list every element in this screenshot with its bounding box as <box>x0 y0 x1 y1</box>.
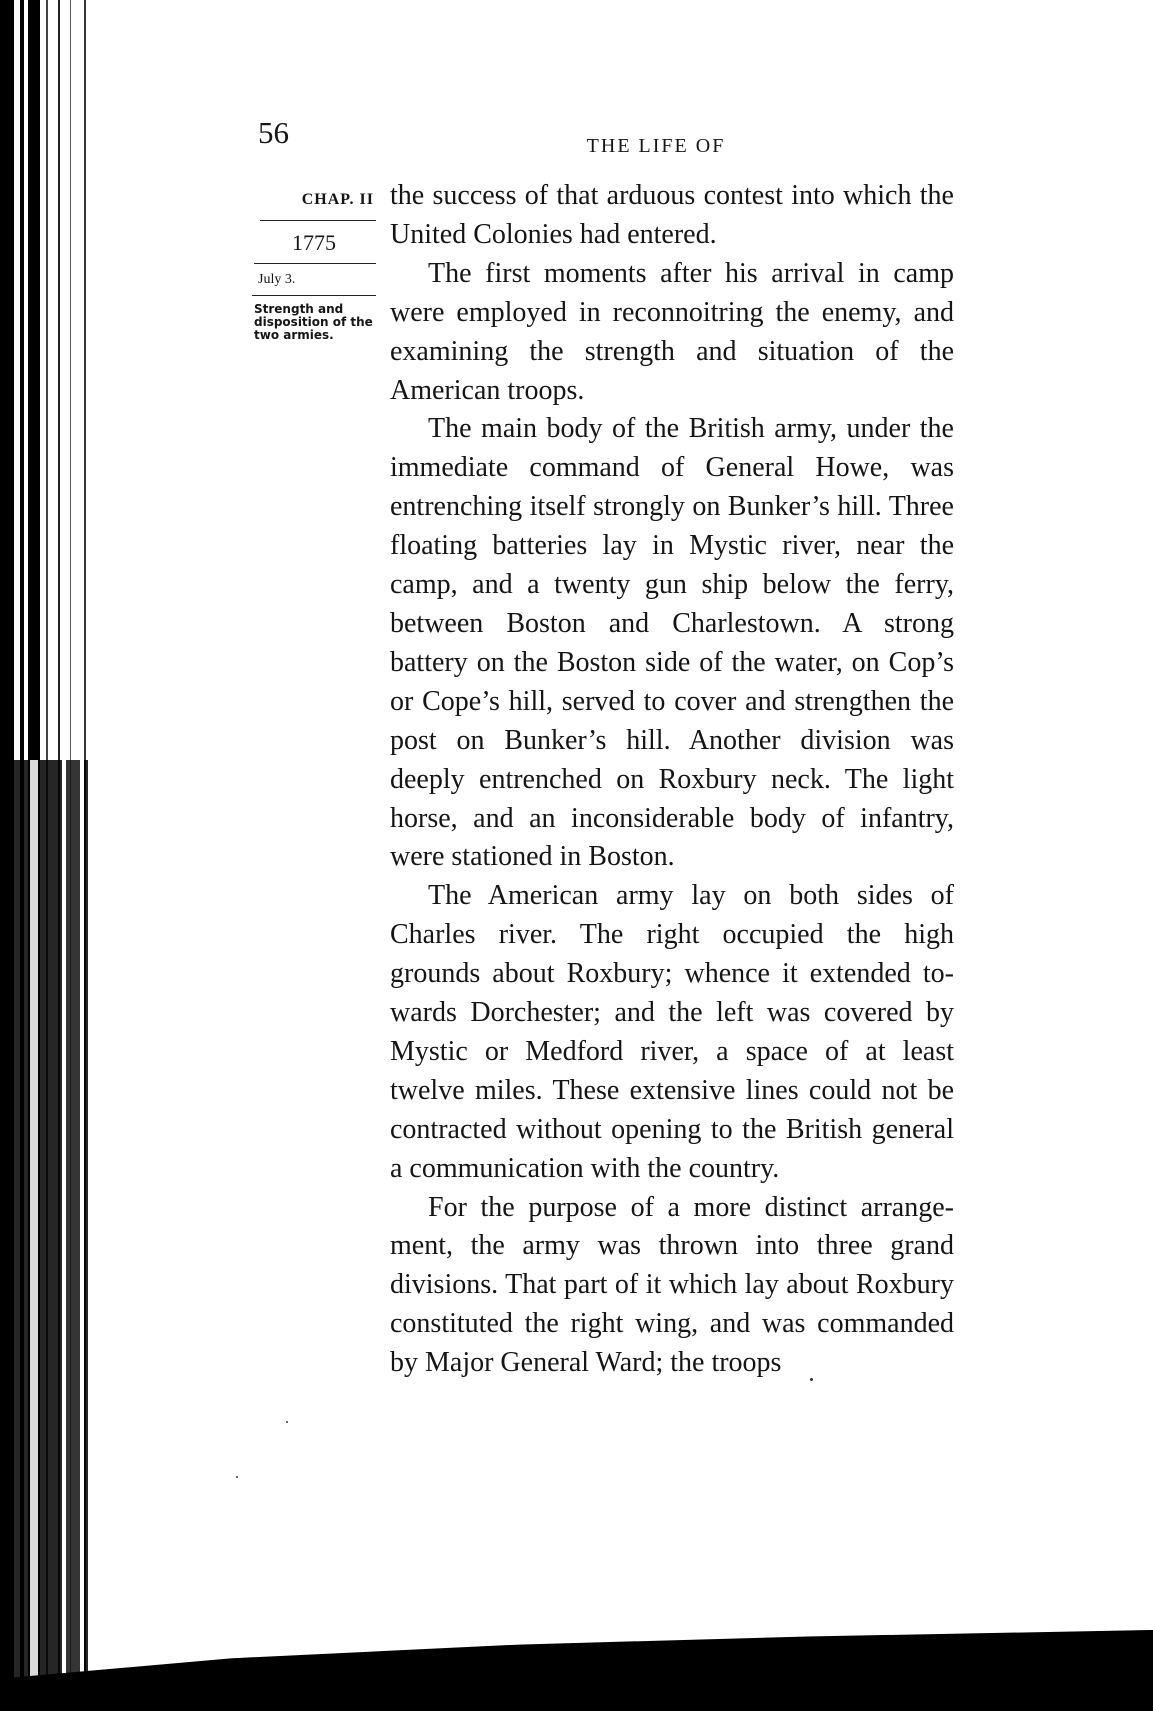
paragraph: For the purpose of a more distinct arrangement, the army was thrown into three grand divisions. That part of it which lay about Roxbury constituted the right wing, and was commanded by Major General Ward; the troops <box>390 1191 954 1379</box>
margin-rule <box>254 263 376 264</box>
margin-year: 1775 <box>292 230 336 255</box>
book-binding-shadow <box>0 760 100 1711</box>
margin-side-note: Strength and disposition of the two armies. <box>254 302 373 342</box>
page-bottom-shadow <box>0 1630 1153 1711</box>
body-text <box>390 177 954 1383</box>
paragraph: the success of that arduous contest into which the United Colonies had entered. <box>390 180 954 250</box>
paragraph: The main body of the British army, under the immediate command of General Howe, was entrenching itself strongly on Bunker’s hill. Three floating batteries lay in Mystic river, near the camp, and a twenty gun ship below the ferry, between Boston and Charlestown. A strong battery on the Boston side of the water, on Cop’s or Cope’s hill, served to cover and strengthen the post on Bunker’s hill. Another division was deeply entrenched on Roxbury neck. The light horse, and an inconsiderable body of infantry, were stationed in Boston. <box>390 413 954 873</box>
paragraph: The American army lay on both sides of Charles river. The right occupied the high grounds about Roxbury; whence it extended towards Dorchester; and the left was covered by Mystic or Medford river, a space of at least twelve miles. These extensive lines could not be contracted without opening to the British general a communication with the country. <box>390 880 954 1184</box>
page-number: 56 <box>258 115 289 150</box>
chapter-label: CHAP. II <box>301 191 374 208</box>
margin-rule <box>252 295 376 296</box>
margin-date: July 3. <box>258 272 296 287</box>
scan-speck <box>286 1421 288 1423</box>
running-title: THE LIFE OF <box>586 135 726 157</box>
paragraph: The first moments after his arrival in camp were employed in reconnoitring the enemy, and examining the strength and situation of the American troops. <box>390 257 954 406</box>
scan-speck <box>810 1378 813 1381</box>
margin-rule <box>260 220 376 221</box>
scan-speck <box>236 1476 238 1478</box>
